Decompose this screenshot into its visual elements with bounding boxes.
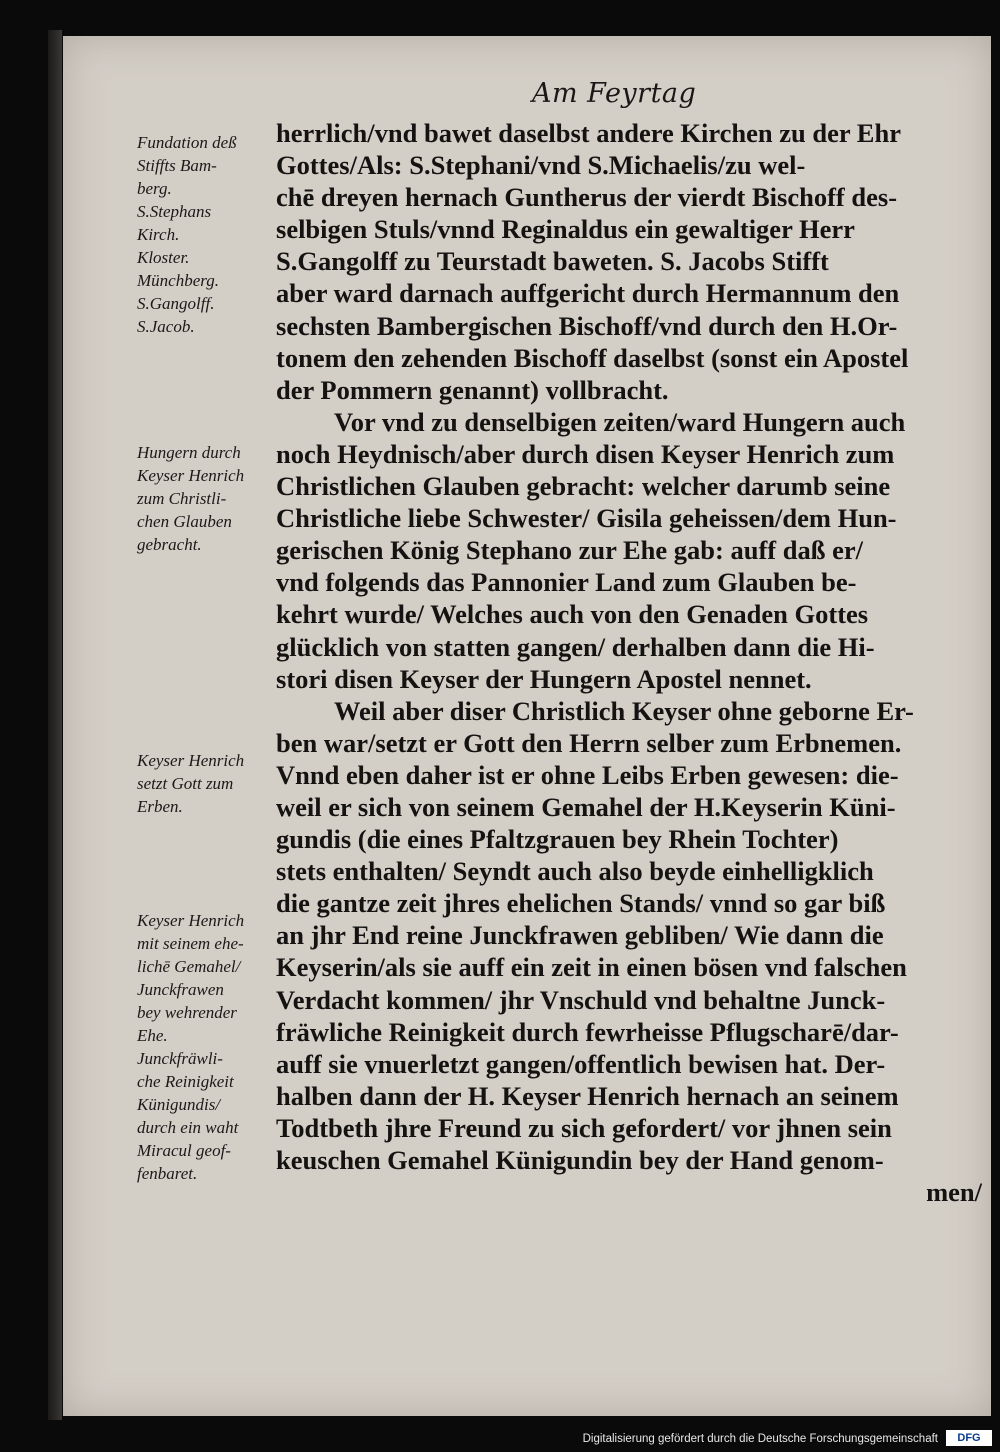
body-line: sechsten Bambergischen Bischoff/vnd durch den H.Or-: [276, 310, 898, 341]
body-line: selbigen Stuls/vnnd Reginaldus ein gewaltiger Herr: [276, 214, 855, 245]
margin-line: che Reinigkeit: [137, 1072, 234, 1091]
margin-line: durch ein waht: [137, 1118, 239, 1137]
margin-line: Fundation deß: [137, 133, 237, 152]
body-line: noch Heydnisch/aber durch disen Keyser Henrich zum: [276, 438, 895, 469]
footer-bar: [0, 1424, 1000, 1452]
margin-line: chen Glauben: [137, 512, 232, 531]
body-line: Gottes/Als: S.Stephani/vnd S.Michaelis/zu wel-: [276, 150, 806, 181]
margin-line: Künigundis/: [137, 1095, 221, 1114]
margin-line: Miracul geof-: [137, 1141, 231, 1160]
margin-line: Junckfrawen: [137, 980, 224, 999]
body-line: kehrt wurde/ Welches auch von den Genaden Gottes: [276, 599, 869, 630]
body-line: Vnnd eben daher ist er ohne Leibs Erben gewesen: die-: [276, 759, 899, 790]
margin-line: Keyser Henrich: [137, 466, 245, 485]
body-line: chē dreyen hernach Guntherus der vierdt Bischoff des-: [276, 182, 898, 213]
body-line: tonem den zehenden Bischoff daselbst (sonst ein Apostel: [276, 342, 909, 373]
body-line: gerischen König Stephano zur Ehe gab: auff daß er/: [276, 535, 863, 566]
body-line: keuschen Gemahel Künigundin bey der Hand genom-: [276, 1145, 884, 1175]
margin-note-hungern: [137, 441, 244, 556]
margin-line: S.Jacob.: [137, 317, 195, 336]
body-line: ben war/setzt er Gott den Herrn selber zum Erbnemen.: [276, 727, 902, 758]
margin-line: bey wehrender: [137, 1003, 237, 1022]
body-line: glücklich von statten gangen/ derhalben dann die Hi-: [276, 631, 875, 662]
margin-line: Kirch.: [137, 225, 180, 244]
margin-line: Erben.: [137, 797, 183, 816]
body-line: vnd folgends das Pannonier Land zum Glauben be-: [276, 567, 857, 598]
body-line: men/: [926, 1177, 982, 1208]
body-line: Verdacht kommen/ jhr Vnschuld vnd behaltne Junck-: [276, 984, 886, 1015]
margin-line: fenbaret.: [137, 1164, 198, 1183]
body-line: Christliche liebe Schwester/ Gisila geheissen/dem Hun-: [276, 503, 897, 534]
margin-line: berg.: [137, 179, 172, 198]
body-line: auff sie vnuerletzt gangen/offentlich bewisen hat. Der-: [276, 1048, 886, 1079]
body-line: weil er sich von seinem Gemahel der H.Keyserin Küni-: [276, 791, 896, 822]
margin-note-gemahel: [137, 909, 244, 1185]
margin-line: Keyser Henrich: [137, 911, 245, 930]
funding-credit: Digitalisierung gefördert durch die Deutsche Forschungsgemeinschaft: [582, 1433, 938, 1445]
margin-line: Junckfräwli-: [137, 1049, 223, 1068]
body-line: herrlich/vnd bawet daselbst andere Kirchen zu der Ehr: [276, 118, 901, 148]
margin-line: setzt Gott zum: [137, 774, 234, 793]
margin-line: Münchberg.: [137, 271, 219, 290]
body-line: stets enthalten/ Seyndt auch also beyde einhelligklich: [276, 856, 874, 887]
body-line: S.Gangolff zu Teurstadt baweten. S. Jacobs Stifft: [276, 246, 829, 277]
body-line: der Pommern genannt) vollbracht.: [276, 374, 669, 405]
margin-line: zum Christli-: [137, 489, 227, 508]
body-text: [276, 117, 982, 1208]
body-line: fräwliche Reinigkeit durch fewrheisse Pflugscharē/dar-: [276, 1016, 899, 1047]
body-line: aber ward darnach auffgericht durch Hermannum den: [276, 278, 900, 309]
margin-note-fundation: [137, 131, 237, 338]
margin-line: Hungern durch: [137, 443, 241, 462]
body-line: Vor vnd zu denselbigen zeiten/ward Hungern auch: [334, 406, 906, 437]
margin-line: Keyser Henrich: [137, 751, 245, 770]
running-head: Am Feyrtag: [532, 78, 697, 109]
body-line: Christlichen Glauben gebracht: welcher darumb seine: [276, 471, 891, 502]
margin-line: S.Gangolff.: [137, 294, 215, 313]
margin-line: Stiffts Bam-: [137, 156, 217, 175]
margin-line: Kloster.: [137, 248, 190, 267]
margin-line: mit seinem ehe-: [137, 934, 244, 953]
body-line: Weil aber diser Christlich Keyser ohne geborne Er-: [334, 695, 914, 726]
margin-line: gebracht.: [137, 535, 202, 554]
scan-edge: [48, 30, 62, 1420]
body-line: stori disen Keyser der Hungern Apostel nennet.: [276, 663, 812, 694]
body-line: Keyserin/als sie auff ein zeit in einen bösen vnd falschen: [276, 952, 907, 983]
margin-line: S.Stephans: [137, 202, 212, 221]
margin-note-erben: [137, 749, 244, 818]
body-line: gundis (die eines Pfaltzgrauen bey Rhein Tochter): [276, 824, 839, 855]
body-line: die gantze zeit jhres ehelichen Stands/ vnnd so gar biß: [276, 888, 886, 919]
margin-line: Ehe.: [137, 1026, 168, 1045]
body-line: an jhr End reine Junckfrawen gebliben/ Wie dann die: [276, 920, 884, 951]
margin-line: lichē Gemahel/: [137, 957, 241, 976]
body-line: halben dann der H. Keyser Henrich hernach an seinem: [276, 1080, 899, 1111]
dfg-logo: DFG: [946, 1430, 992, 1446]
body-line: Todtbeth jhre Freund zu sich gefordert/ vor jhnen sein: [276, 1112, 892, 1143]
